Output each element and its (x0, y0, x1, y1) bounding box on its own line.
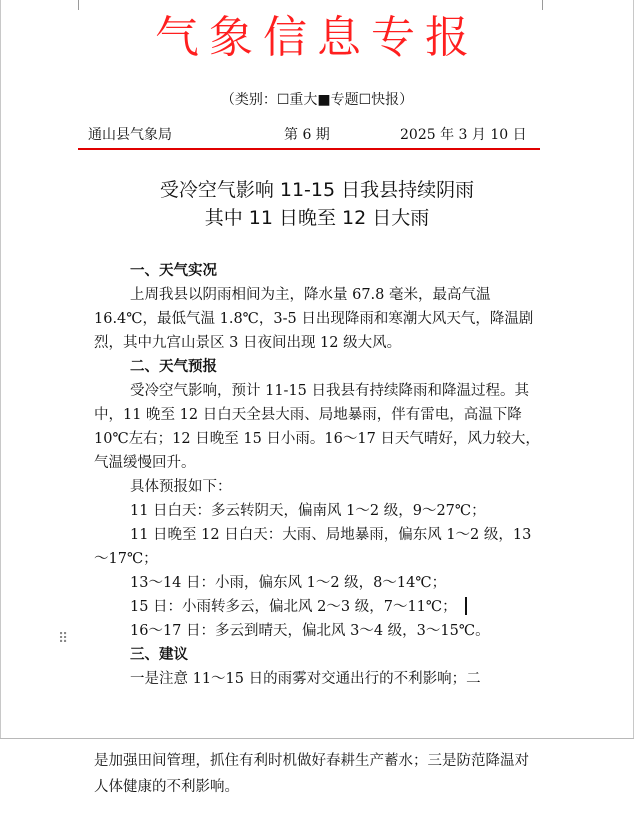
section-heading-forecast: 二、天气预报 (130, 359, 217, 375)
forecast-item-with-cursor (94, 595, 540, 619)
forecast-item: 11 日晚至 12 日白天：大雨、局地暴雨，偏东风 1～2 级，13～17℃； (94, 527, 532, 567)
advice-paragraph-continued: 是加强田间管理，抓住有利时机做好春耕生产蓄水；三是防范降温对人体健康的不利影响。 (94, 753, 529, 795)
issue-info-row (88, 125, 528, 145)
title-line-1: 受冷空气影响 11-15 日我县持续阴雨 (159, 179, 475, 201)
issue-date: 2025 年 3 月 10 日 (400, 127, 527, 143)
red-divider (78, 148, 540, 150)
forecast-item: 16～17 日：多云到晴天，偏北风 3～4 级，3～15℃。 (130, 623, 490, 639)
page-break (0, 738, 634, 739)
issuing-agency: 通山县气象局 (88, 127, 172, 143)
title-line-2: 其中 11 日晚至 12 日大雨 (204, 207, 430, 229)
forecast-intro: 具体预报如下： (130, 479, 232, 495)
category-line: （类别：☐重大■专题☐快报） (220, 92, 414, 108)
next-page-body[interactable] (94, 748, 540, 800)
observations-paragraph: 上周我县以阴雨相间为主，降水量 67.8 毫米，最高气温 16.4℃，最低气温 1.8℃，3-5 日出现降雨和寒潮大风天气，降温剧烈，其中九宫山景区 3 日夜间出现 12 级大风。 (94, 287, 534, 351)
forecast-item: 13～14 日：小雨，偏东风 1～2 级，8～14℃； (130, 575, 447, 591)
section-heading-advice: 三、建议 (130, 647, 188, 663)
page-edge (0, 0, 1, 738)
forecast-paragraph: 受冷空气影响，预计 11-15 日我县有持续降雨和降温过程。其中，11 晚至 12 日白天全县大雨、局地暴雨，伴有雷电，高温下降 10℃左右；12 日晚至 15 日小雨。16～17 日天气晴好，风力较大，气温缓慢回升。 (94, 383, 540, 471)
masthead-title: 气象信息专报 (155, 12, 479, 63)
section-heading-observations: 一、天气实况 (130, 263, 217, 279)
margin-corner-mark (78, 0, 79, 10)
margin-corner-mark (542, 0, 543, 10)
forecast-item: 11 日白天：多云转阴天，偏南风 1～2 级，9～27℃； (130, 503, 486, 519)
drag-handle-icon[interactable]: ⠿ (58, 631, 69, 647)
issue-number: 第 6 期 (284, 127, 330, 143)
forecast-item: 15 日：小雨转多云，偏北风 2～3 级，7～11℃； (130, 599, 457, 615)
document-body[interactable] (94, 259, 540, 691)
advice-paragraph-start: 一是注意 11～15 日的雨雾对交通出行的不利影响；二 (130, 671, 481, 687)
document-title (80, 176, 554, 232)
text-cursor (465, 597, 467, 615)
